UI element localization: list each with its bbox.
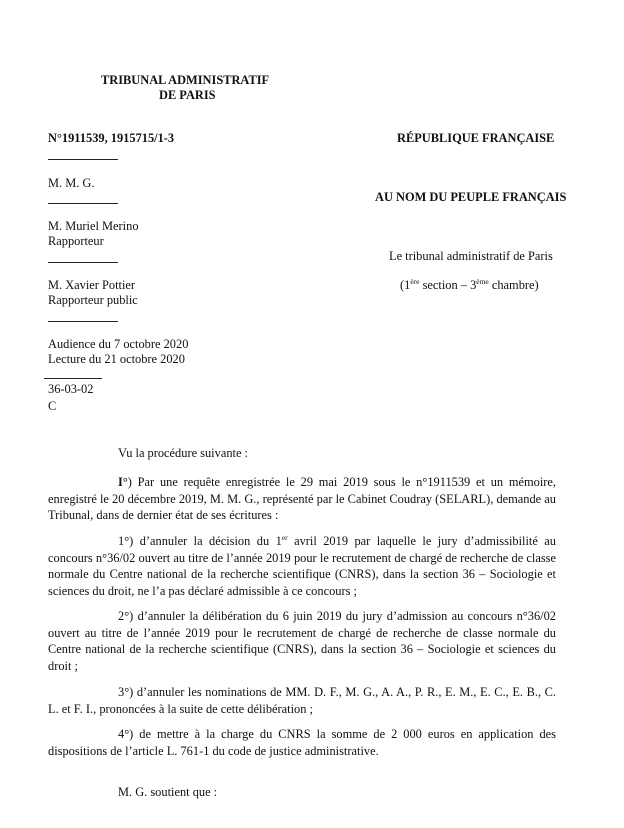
case-numbers: N°1911539, 1915715/1-3 bbox=[48, 131, 175, 145]
item-4-text: 4°) de mettre à la charge du CNRS la somme de 2 000 euros en application des dispositions de l’article L. 761-1 du code de justice administrative. bbox=[48, 727, 556, 758]
chamber bbox=[400, 278, 539, 293]
chamber-sup2: ème bbox=[476, 277, 489, 286]
divider bbox=[44, 378, 102, 379]
item-2-text: 2°) d’annuler la délibération du 6 juin 2019 du jury d’admission au concours n°36/02 ouvert au titre de l’année 2019 pour le recrutement de chargé de recherche de classe normale du Centre national de la recherche scientifique (CNRS), dans la section 36 – Sociologie et sciences du droit ; bbox=[48, 609, 556, 673]
divider bbox=[48, 262, 118, 263]
paragraph-i-text: ) Par une requête enregistrée le 29 mai 2019 sous le n°1911539 et un mémoire, enregistré le 20 décembre 2019, M. M. G., représenté par le Cabinet Coudray (SELARL), demande au Tribunal, dans de dernier état de ses écritures : bbox=[48, 475, 556, 523]
divider bbox=[48, 159, 118, 160]
chamber-open: (1 bbox=[400, 278, 411, 292]
item-1-b: avril 2019 par laquelle le jury d’admissibilité au concours n°36/02 ouvert au titre de l’année 2019 pour le recrutement de chargé de recherche de classe normale du Centre national de la recherche scientifique (CNRS), dans la section 36 – Sociologie et sciences du droit, ne l’a pas déclaré admissible à ce concours ; bbox=[48, 534, 556, 598]
rapporteur-role: Rapporteur bbox=[48, 234, 104, 248]
item-1-a: 1°) d’annuler la décision du 1 bbox=[118, 534, 282, 548]
argues-heading: M. G. soutient que : bbox=[118, 785, 218, 799]
classification-code: 36-03-02 bbox=[48, 382, 94, 396]
item-3 bbox=[48, 684, 556, 717]
court-name-line1: TRIBUNAL ADMINISTRATIF bbox=[101, 73, 270, 87]
court-name-line2: DE PARIS bbox=[159, 88, 216, 102]
party-name: M. M. G. bbox=[48, 176, 95, 190]
chamber-sup1: ère bbox=[410, 277, 420, 286]
item-4 bbox=[48, 726, 556, 759]
tribunal-of: Le tribunal administratif de Paris bbox=[389, 249, 553, 263]
reading-date: Lecture du 21 octobre 2020 bbox=[48, 352, 185, 366]
procedure-heading: Vu la procédure suivante : bbox=[118, 446, 248, 460]
item-3-text: 3°) d’annuler les nominations de MM. D. F., M. G., A. A., P. R., E. M., E. C., E. B., C. L. et F. I., prononcées à la suite de cette délibération ; bbox=[48, 685, 556, 716]
item-2 bbox=[48, 608, 556, 674]
chamber-mid: section – 3 bbox=[419, 278, 477, 292]
hearing-date: Audience du 7 octobre 2020 bbox=[48, 337, 189, 351]
roman-numeral: I° bbox=[118, 475, 128, 489]
chamber-close: chambre) bbox=[488, 278, 539, 292]
public-rapporteur-name: M. Xavier Pottier bbox=[48, 278, 136, 292]
rapporteur-name: M. Muriel Merino bbox=[48, 219, 139, 233]
republic-heading: RÉPUBLIQUE FRANÇAISE bbox=[397, 131, 555, 145]
in-the-name-heading: AU NOM DU PEUPLE FRANÇAIS bbox=[375, 190, 567, 204]
classification-letter: C bbox=[48, 399, 57, 413]
item-1 bbox=[48, 533, 556, 599]
public-rapporteur-role: Rapporteur public bbox=[48, 293, 138, 307]
item-1-sup: er bbox=[281, 533, 288, 542]
divider bbox=[48, 321, 118, 322]
paragraph-i bbox=[48, 474, 556, 524]
divider bbox=[48, 203, 118, 204]
